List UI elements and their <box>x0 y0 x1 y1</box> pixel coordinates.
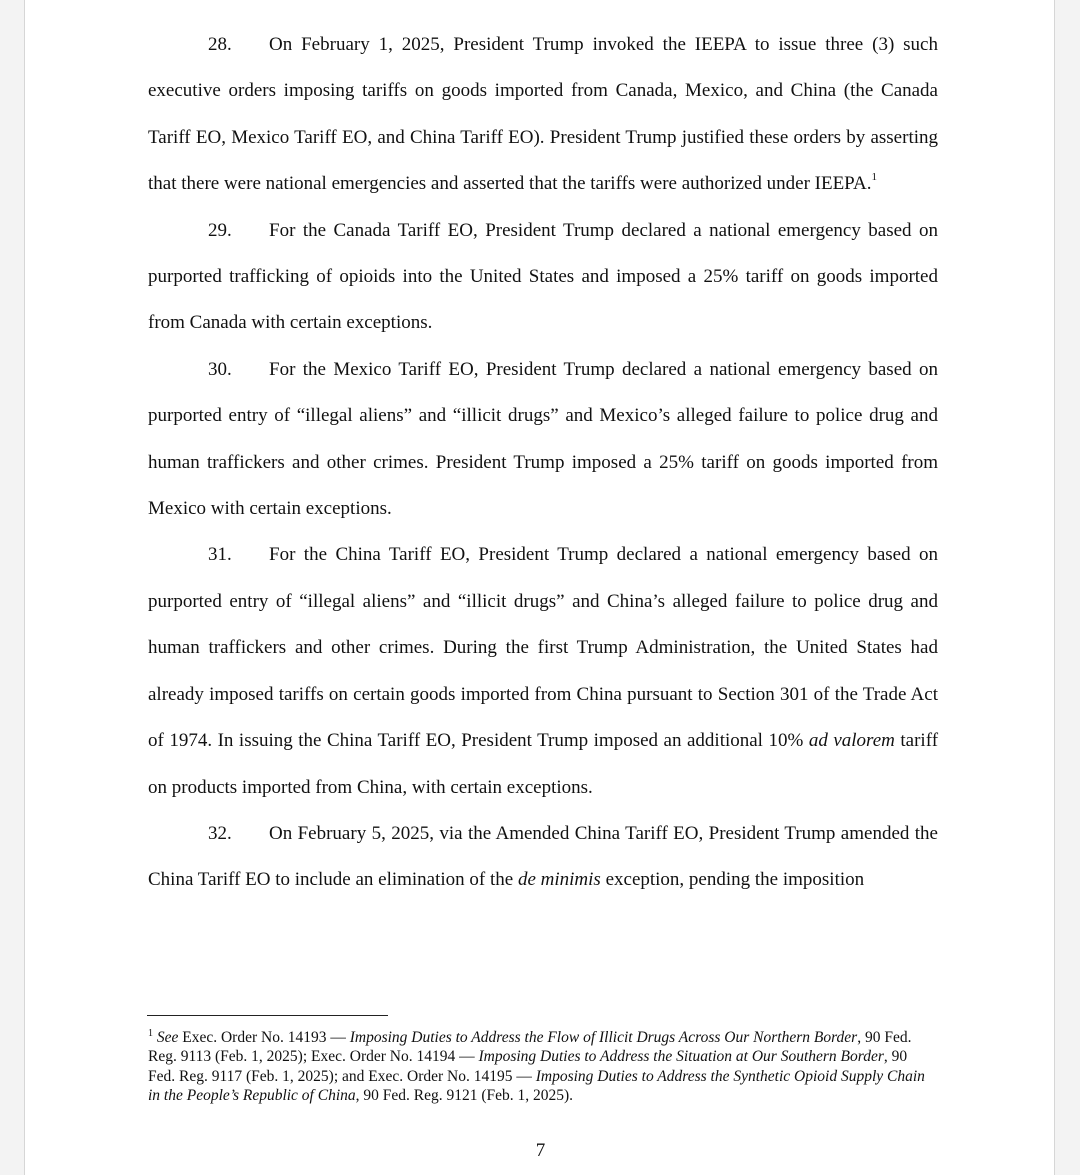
paragraph-text: On February 5, 2025, via the Amended China Tariff EO, President Trump amended the China Tariff EO to include an elimination of the <box>148 822 938 891</box>
paragraph-28 <box>148 22 938 208</box>
paragraph-text: For the China Tariff EO, President Trump declared a national emergency based on purported entry of “illegal aliens” and “illicit drugs” and China’s alleged failure to police drug and human traffickers and other crimes. During the first Trump Administration, the United States had already imposed tariffs on certain goods imported from China pursuant to Section 301 of the Trade Act of 1974. In issuing the China Tariff EO, President Trump imposed an additional 10% <box>148 544 938 752</box>
paragraph-text-continued: exception, pending the imposition <box>605 869 865 891</box>
italic-term: de minimis <box>517 869 601 891</box>
footnote-signal: See <box>156 1029 179 1046</box>
footnote-text: Exec. Order No. 14193 — <box>182 1029 346 1046</box>
paragraph-number: 28. <box>208 34 232 55</box>
footnote-mark: 1 <box>148 1028 153 1039</box>
paragraph-31 <box>148 532 938 810</box>
footnote-title: Imposing Duties to Address the Flow of Illicit Drugs Across Our Northern Border <box>349 1029 858 1046</box>
paragraph-number: 29. <box>208 219 232 241</box>
paragraph-text-continued: tariff on products imported from China, with certain exceptions. <box>148 730 939 798</box>
paragraph-text: For the Canada Tariff EO, President Trump declared a national emergency based on purported trafficking of opioids into the United States and imposed a 25% tariff on goods imported from Canada with certain exceptions. <box>148 219 938 334</box>
paragraph-text: For the Mexico Tariff EO, President Trump declared a national emergency based on purported entry of “illegal aliens” and “illicit drugs” and Mexico’s alleged failure to police drug and human traffickers and other crimes. President Trump imposed a 25% tariff on goods imported from Mexico with certain exceptions. <box>148 358 938 520</box>
footnote-title: Imposing Duties to Address the Situation at Our Southern Border <box>478 1048 884 1066</box>
paragraph-32 <box>148 811 938 904</box>
paragraph-number: 32. <box>208 822 232 844</box>
paragraph-29 <box>148 208 938 347</box>
paragraph-number: 31. <box>208 544 232 566</box>
paragraph-30 <box>148 347 938 533</box>
footnote-reference[interactable]: 1 <box>871 171 877 184</box>
page-body <box>148 22 938 904</box>
footnote-1 <box>148 1028 938 1105</box>
page-number: 7 <box>535 1140 546 1161</box>
paragraph-number: 30. <box>208 358 232 380</box>
document-page <box>24 0 1055 1175</box>
footnote-text: , 90 Fed. Reg. 9113 (Feb. 1, 2025); Exec. Order No. 14194 — <box>148 1029 912 1066</box>
footnote-text: , 90 Fed. Reg. 9121 (Feb. 1, 2025). <box>355 1086 574 1104</box>
footnote-title: Imposing Duties to Address the Synthetic Opioid Supply Chain in the People’s Republic of China <box>148 1067 925 1104</box>
footnote-text: , 90 Fed. Reg. 9117 (Feb. 1, 2025); and Exec. Order No. 14195 — <box>148 1048 908 1085</box>
paragraph-text: On February 1, 2025, President Trump invoked the IEEPA to issue three (3) such executive orders imposing tariffs on goods imported from Canada, Mexico, and China (the Canada Tariff EO, Mexico Tariff EO, and China Tariff EO). President Trump justified these orders by asserting that there were national emergencies and asserted that the tariffs were authorized under IEEPA. <box>148 34 938 195</box>
footnote-separator <box>147 1015 388 1016</box>
italic-term: ad valorem <box>808 730 895 752</box>
